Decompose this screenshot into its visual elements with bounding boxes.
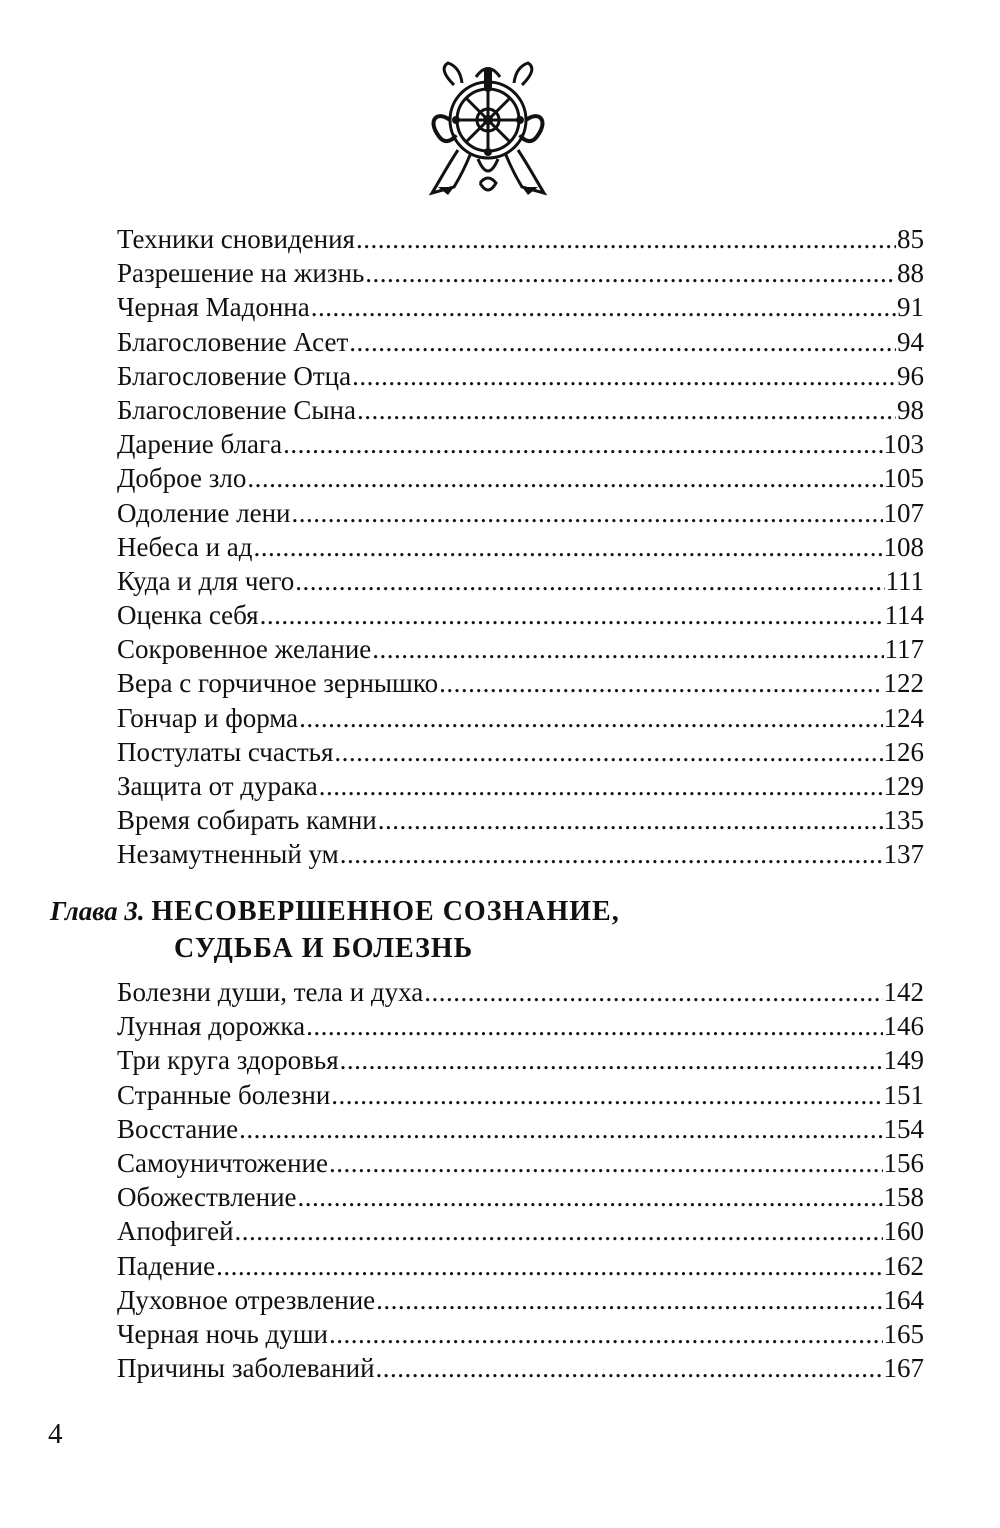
toc-entry-page: 160	[883, 1216, 924, 1247]
toc-entry	[117, 1180, 924, 1214]
toc-entry-page: 108	[883, 531, 924, 562]
chapter-heading-line-2	[50, 930, 620, 967]
dot-leader	[216, 1249, 882, 1283]
dot-leader	[356, 222, 896, 256]
dot-leader	[349, 325, 896, 359]
toc-entry	[117, 632, 924, 666]
dot-leader	[340, 1043, 883, 1077]
dot-leader	[439, 666, 882, 700]
toc-entry-title: Сокровенное желание	[117, 634, 372, 665]
toc-entry-title: Обожествление	[117, 1182, 297, 1213]
toc-entry	[117, 256, 924, 290]
toc-section-two	[117, 975, 924, 1385]
dot-leader	[331, 1078, 882, 1112]
toc-entry-page: 117	[884, 634, 924, 665]
toc-entry	[117, 803, 924, 837]
toc-entry	[117, 564, 924, 598]
toc-entry	[117, 1317, 924, 1351]
toc-entry-title: Гончар и форма	[117, 702, 299, 733]
toc-entry-title: Апофигей	[117, 1216, 234, 1247]
toc-entry-title: Техники сновидения	[117, 224, 355, 254]
toc-entry-page: 162	[883, 1250, 924, 1281]
toc-entry	[117, 1249, 924, 1283]
toc-entry-page: 94	[897, 326, 924, 357]
dot-leader	[283, 427, 882, 461]
toc-entry-page: 154	[883, 1113, 924, 1144]
toc-entry	[117, 359, 924, 393]
toc-entry-title: Лунная дорожка	[117, 1011, 306, 1042]
toc-entry	[117, 496, 924, 530]
toc-entry	[117, 461, 924, 495]
toc-entry-title: Куда и для чего	[117, 565, 295, 596]
toc-entry-page: 96	[897, 360, 924, 391]
dot-leader	[376, 1283, 882, 1317]
toc-entry	[117, 837, 924, 871]
toc-entry	[117, 1351, 924, 1385]
toc-entry-page: 114	[884, 600, 924, 631]
dot-leader	[311, 290, 896, 324]
toc-entry	[117, 1078, 924, 1112]
toc-entry-page: 107	[883, 497, 924, 528]
toc-entry-title: Доброе зло	[117, 463, 247, 494]
toc-entry-page: 88	[897, 258, 924, 289]
toc-entry-title: Незамутненный ум	[117, 839, 339, 870]
toc-entry-title: Самоуничтожение	[117, 1147, 328, 1178]
toc-entry-page: 156	[883, 1147, 924, 1178]
dot-leader	[298, 1180, 883, 1214]
toc-entry	[117, 393, 924, 427]
toc-entry-page: 137	[883, 839, 924, 870]
toc-entry	[117, 975, 924, 1009]
dot-leader	[334, 735, 882, 769]
toc-entry-page: 129	[883, 771, 924, 801]
toc-entry	[117, 530, 924, 564]
toc-section-one	[117, 222, 924, 872]
toc-entry	[117, 290, 924, 324]
toc-entry-title: Благословение Отца	[117, 360, 352, 391]
toc-entry	[117, 427, 924, 461]
toc-entry	[117, 1043, 924, 1077]
dot-leader	[365, 256, 896, 290]
toc-entry-title: Восстание	[117, 1113, 239, 1144]
dot-leader	[295, 564, 884, 598]
toc-entry	[117, 598, 924, 632]
toc-entry	[117, 769, 924, 803]
toc-entry-title: Дарение блага	[117, 429, 283, 460]
chapter-heading	[50, 893, 620, 967]
toc-entry-title: Три круга здоровья	[117, 1045, 339, 1076]
dot-leader	[247, 461, 882, 495]
dot-leader	[357, 393, 896, 427]
toc-entry-page: 158	[883, 1182, 924, 1213]
dot-leader	[306, 1009, 882, 1043]
dot-leader	[329, 1146, 883, 1180]
toc-entry-title: Благословение Сына	[117, 394, 356, 425]
dot-leader	[299, 701, 882, 735]
toc-entry	[117, 735, 924, 769]
dot-leader	[376, 1351, 883, 1385]
toc-entry-page: 146	[883, 1011, 924, 1042]
chapter-title-line-2: СУДЬБА И БОЛЕЗНЬ	[174, 933, 474, 964]
toc-entry-page: 149	[883, 1045, 924, 1076]
toc-entry-page: 91	[897, 292, 924, 323]
toc-entry-page: 105	[883, 463, 924, 494]
dot-leader	[260, 598, 884, 632]
toc-entry	[117, 701, 924, 735]
toc-entry	[117, 1009, 924, 1043]
toc-entry-page: 124	[883, 702, 924, 733]
toc-entry-page: 167	[883, 1353, 924, 1384]
chapter-heading-line-1	[50, 893, 620, 930]
toc-entry-page: 165	[883, 1318, 924, 1349]
toc-entry-title: Время собирать камни	[117, 805, 377, 836]
dot-leader	[378, 803, 883, 837]
chapter-label: Глава 3.	[50, 896, 145, 926]
toc-entry-title: Причины заболеваний	[117, 1353, 375, 1384]
toc-entry	[117, 1214, 924, 1248]
toc-entry-title: Духовное отрезвление	[117, 1284, 376, 1315]
toc-entry-title: Оценка себя	[117, 600, 259, 631]
toc-entry-page: 98	[897, 394, 924, 425]
toc-entry-page: 85	[897, 224, 924, 254]
dot-leader	[329, 1317, 882, 1351]
toc-entry-page: 126	[883, 736, 924, 767]
toc-entry-page: 111	[885, 565, 924, 596]
dot-leader	[235, 1214, 883, 1248]
page-number: 4	[48, 1418, 63, 1450]
toc-entry-page: 142	[883, 977, 924, 1007]
toc-entry-title: Черная ночь души	[117, 1318, 329, 1349]
toc-entry	[117, 222, 924, 256]
toc-entry-title: Разрешение на жизнь	[117, 258, 365, 289]
toc-entry-page: 164	[883, 1284, 924, 1315]
toc-entry	[117, 1146, 924, 1180]
toc-entry	[117, 1283, 924, 1317]
dharma-wheel-icon	[418, 55, 558, 200]
toc-entry-page: 151	[883, 1079, 924, 1110]
dot-leader	[340, 837, 883, 871]
toc-entry	[117, 325, 924, 359]
toc-entry	[117, 666, 924, 700]
dot-leader	[291, 496, 882, 530]
toc-entry-title: Постулаты счастья	[117, 736, 334, 767]
dot-leader	[254, 530, 883, 564]
dot-leader	[372, 632, 883, 666]
toc-entry	[117, 1112, 924, 1146]
toc-entry-title: Одоление лени	[117, 497, 291, 528]
chapter-title-line-1: НЕСОВЕРШЕННОЕ СОЗНАНИЕ,	[151, 896, 620, 927]
toc-entry-title: Благословение Асет	[117, 326, 349, 357]
toc-entry-page: 103	[883, 429, 924, 460]
toc-entry-page: 135	[883, 805, 924, 836]
toc-entry-title: Странные болезни	[117, 1079, 331, 1110]
toc-entry-title: Черная Мадонна	[117, 292, 310, 323]
toc-entry-title: Небеса и ад	[117, 531, 253, 562]
toc-entry-title: Падение	[117, 1250, 216, 1281]
dot-leader	[319, 769, 883, 803]
toc-entry-title: Болезни души, тела и духа	[117, 977, 424, 1007]
dot-leader	[239, 1112, 882, 1146]
toc-entry-page: 122	[883, 668, 924, 699]
toc-entry-title: Защита от дурака	[117, 771, 318, 801]
toc-entry-title: Вера с горчичное зернышко	[117, 668, 439, 699]
dot-leader	[424, 975, 882, 1009]
dot-leader	[352, 359, 896, 393]
